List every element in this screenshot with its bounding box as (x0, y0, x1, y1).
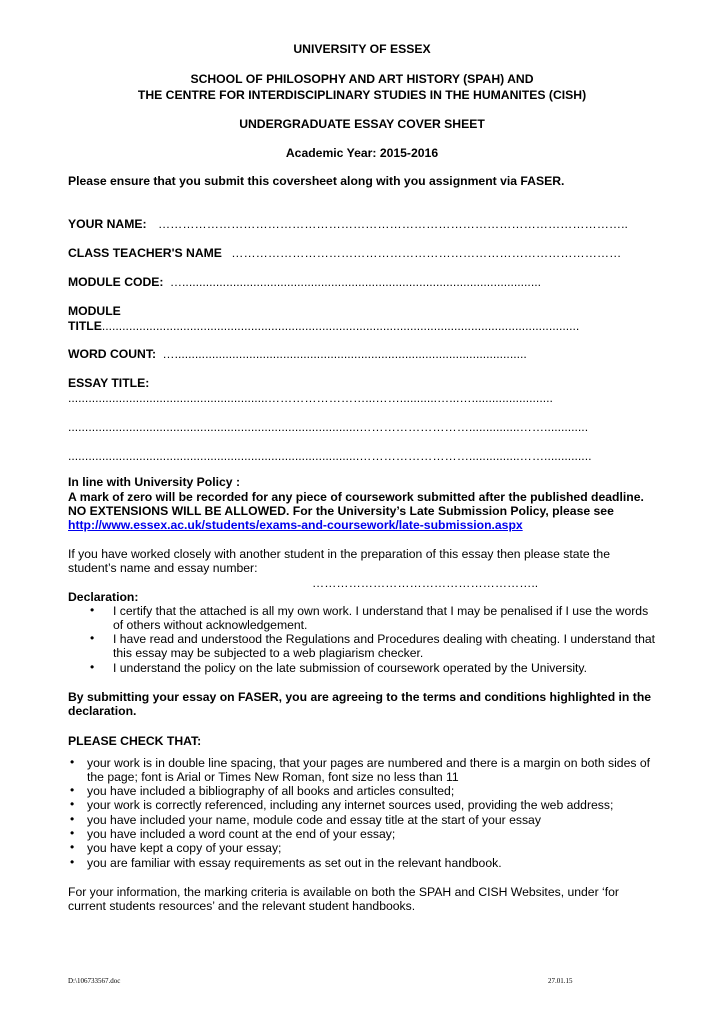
declaration-item-line-2: this essay may be subjected to a web plagiarism checker. (113, 646, 424, 660)
module-code-dots: ….......................................................................................................... (169, 275, 541, 289)
class-teacher-dots: …………………………………………………………………………………… (231, 246, 622, 260)
essay-title-line-1: ...........................................................……………………...……...........…...…........................ (68, 391, 553, 405)
your-name-label: YOUR NAME: (68, 217, 147, 231)
class-teacher-label: CLASS TEACHER'S NAME (68, 246, 222, 260)
check-item-line-1: your work is correctly referenced, including any internet sources used, providing the web address; (87, 798, 614, 812)
module-title-label-2: TITLE (68, 319, 102, 333)
info-line-2: current students resources’ and the relevant student handbooks. (68, 899, 416, 913)
check-item-line-1: you have included a word count at the end of your essay; (87, 827, 396, 841)
policy-zero-mark: A mark of zero will be recorded for any piece of coursework submitted after the published deadline. (68, 490, 644, 504)
module-title-field (68, 319, 579, 333)
module-title-label-1: MODULE (68, 304, 121, 318)
declaration-item-line-2: of others without acknowledgement. (113, 618, 308, 632)
collab-text-1: If you have worked closely with another student in the preparation of this essay then please state the (68, 547, 610, 561)
word-count-field (68, 347, 527, 361)
class-teacher-field (68, 246, 621, 260)
check-heading: PLEASE CHECK THAT: (68, 734, 202, 748)
bullet-icon: • (70, 840, 75, 854)
check-item-line-2: the page; font is Arial or Times New Roman, font size no less than 11 (87, 770, 459, 784)
bullet-icon: • (70, 797, 75, 811)
agreement-line-2: declaration. (68, 704, 137, 718)
academic-year: Academic Year: 2015-2016 (285, 146, 439, 160)
bullet-icon: • (70, 783, 75, 797)
bullet-icon: • (90, 660, 95, 674)
essay-title-line-2: ......................................................................................………………………...............……............. (68, 420, 589, 434)
declaration-item-line-1: I certify that the attached is all my own work. I understand that I may be penalised if I use the words (113, 604, 649, 618)
declaration-item-line-1: I have read and understood the Regulations and Procedures dealing with cheating. I understand that (113, 632, 656, 646)
declaration-heading: Declaration: (68, 590, 139, 604)
bullet-icon: • (70, 755, 75, 769)
agreement-line-1: By submitting your essay on FASER, you are agreeing to the terms and conditions highlighted in the (68, 690, 652, 704)
check-item-line-1: you are familiar with essay requirements as set out in the relevant handbook. (87, 856, 502, 870)
declaration-item-line-1: I understand the policy on the late submission of coursework operated by the University. (113, 661, 587, 675)
bullet-icon: • (70, 826, 75, 840)
late-submission-link[interactable]: http://www.essex.ac.uk/students/exams-and-coursework/late-submission.aspx (68, 518, 523, 532)
your-name-dots: …………………………………………………………………………………………………….. (157, 217, 628, 231)
check-item-line-1: you have included a bibliography of all books and articles consulted; (87, 784, 455, 798)
sheet-title: UNDERGRADUATE ESSAY COVER SHEET (239, 117, 485, 131)
check-item-line-1: you have kept a copy of your essay; (87, 841, 282, 855)
university-name: UNIVERSITY OF ESSEX (293, 42, 431, 56)
policy-no-extensions: NO EXTENSIONS WILL BE ALLOWED. For the University’s Late Submission Policy, please see (68, 504, 614, 518)
footer-filename: D:\106733567.doc (68, 977, 121, 985)
bullet-icon: • (90, 603, 95, 617)
footer-date: 27.01.15 (548, 977, 573, 985)
info-line-1: For your information, the marking criteria is available on both the SPAH and CISH Websites, under ‘for (68, 885, 619, 899)
your-name-field (68, 217, 628, 231)
check-item-line-1: you have included your name, module code and essay title at the start of your essay (87, 813, 541, 827)
collab-text-2: student’s name and essay number: (68, 561, 258, 575)
module-title-dots: ............................................................................................................................................. (101, 319, 580, 333)
essay-title-label: ESSAY TITLE: (68, 376, 150, 390)
module-code-label: MODULE CODE: (68, 275, 164, 289)
bullet-icon: • (90, 631, 95, 645)
school-line-1: SCHOOL OF PHILOSOPHY AND ART HISTORY (SPAH) AND (190, 72, 534, 86)
school-line-2: THE CENTRE FOR INTERDISCIPLINARY STUDIES IN THE HUMANITES (CISH) (137, 88, 587, 102)
submission-instruction: Please ensure that you submit this coversheet along with you assignment via FASER. (68, 174, 565, 188)
word-count-label: WORD COUNT: (68, 347, 157, 361)
module-code-field (68, 275, 541, 289)
essay-title-line-3: ......................................................................................………………………...............…….............. (68, 449, 592, 463)
bullet-icon: • (70, 855, 75, 869)
bullet-icon: • (70, 812, 75, 826)
policy-heading: In line with University Policy : (68, 475, 241, 489)
word-count-dots: …........................................................................................................ (162, 347, 527, 361)
check-item-line-1: your work is in double line spacing, that your pages are numbered and there is a margin on both sides of (87, 756, 650, 770)
collab-dots: ……………………………………………….. (312, 576, 539, 590)
